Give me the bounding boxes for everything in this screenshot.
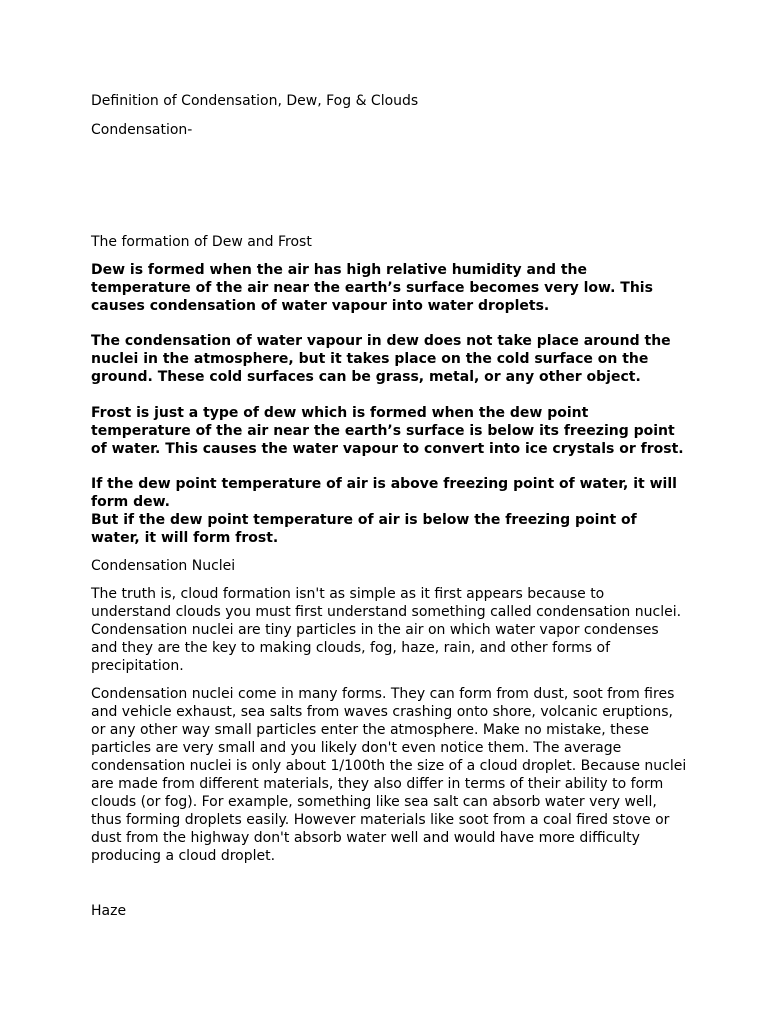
- paragraph-line: dust from the highway don't absorb water well and would have more difficulty: [91, 830, 640, 846]
- paragraph-line: or any other way small particles enter the atmosphere. Make no mistake, these: [91, 722, 649, 738]
- dew-frost-heading: The formation of Dew and Frost: [91, 234, 312, 250]
- paragraph-line: producing a cloud droplet.: [91, 848, 276, 864]
- document-title: Definition of Condensation, Dew, Fog & Clouds: [91, 93, 419, 109]
- paragraph-line: understand clouds you must first understand something called condensation nuclei.: [91, 604, 682, 620]
- paragraph-line: If the dew point temperature of air is above freezing point of water, it will: [91, 476, 677, 492]
- paragraph-line: temperature of the air near the earth’s surface is below its freezing point: [91, 423, 675, 439]
- paragraph-line: particles are very small and you likely don't even notice them. The average: [91, 740, 622, 756]
- dew-paragraph: [91, 261, 691, 315]
- nuclei-forms-paragraph: [91, 685, 691, 865]
- paragraph-line: thus forming droplets easily. However materials like soot from a coal fired stove or: [91, 812, 670, 828]
- paragraph-line: of water. This causes the water vapour to convert into ice crystals or frost.: [91, 441, 684, 457]
- paragraph-line: ground. These cold surfaces can be grass, metal, or any other object.: [91, 369, 641, 385]
- frost-paragraph: [91, 404, 691, 458]
- paragraph-line: Condensation nuclei come in many forms. They can form from dust, soot from fires: [91, 686, 675, 702]
- condensation-heading: Condensation-: [91, 122, 193, 138]
- paragraph-line: form dew.: [91, 494, 170, 510]
- paragraph-line: The condensation of water vapour in dew does not take place around the: [91, 333, 671, 349]
- paragraph-line: clouds (or fog). For example, something like sea salt can absorb water very well,: [91, 794, 657, 810]
- paragraph-line: Frost is just a type of dew which is formed when the dew point: [91, 405, 589, 421]
- paragraph-line: condensation nuclei is only about 1/100th the size of a cloud droplet. Because nuclei: [91, 758, 687, 774]
- paragraph-line: water, it will form frost.: [91, 530, 279, 546]
- dew-nuclei-paragraph: [91, 332, 691, 386]
- cloud-formation-paragraph: [91, 585, 691, 675]
- paragraph-line: are made from different materials, they also differ in terms of their ability to form: [91, 776, 664, 792]
- paragraph-line: and they are the key to making clouds, fog, haze, rain, and other forms of: [91, 640, 611, 656]
- condensation-nuclei-heading: Condensation Nuclei: [91, 558, 236, 574]
- paragraph-line: nuclei in the atmosphere, but it takes place on the cold surface on the: [91, 351, 649, 367]
- paragraph-line: Dew is formed when the air has high relative humidity and the: [91, 262, 587, 278]
- paragraph-line: and vehicle exhaust, sea salts from waves crashing onto shore, volcanic eruptions,: [91, 704, 673, 720]
- paragraph-line: precipitation.: [91, 658, 184, 674]
- paragraph-line: Condensation nuclei are tiny particles in the air on which water vapor condenses: [91, 622, 659, 638]
- paragraph-line: temperature of the air near the earth’s surface becomes very low. This: [91, 280, 653, 296]
- paragraph-line: causes condensation of water vapour into water droplets.: [91, 298, 550, 314]
- dew-point-paragraph: [91, 475, 691, 547]
- haze-heading: Haze: [91, 903, 127, 919]
- paragraph-line: The truth is, cloud formation isn't as simple as it first appears because to: [91, 586, 605, 602]
- paragraph-line: But if the dew point temperature of air is below the freezing point of: [91, 512, 637, 528]
